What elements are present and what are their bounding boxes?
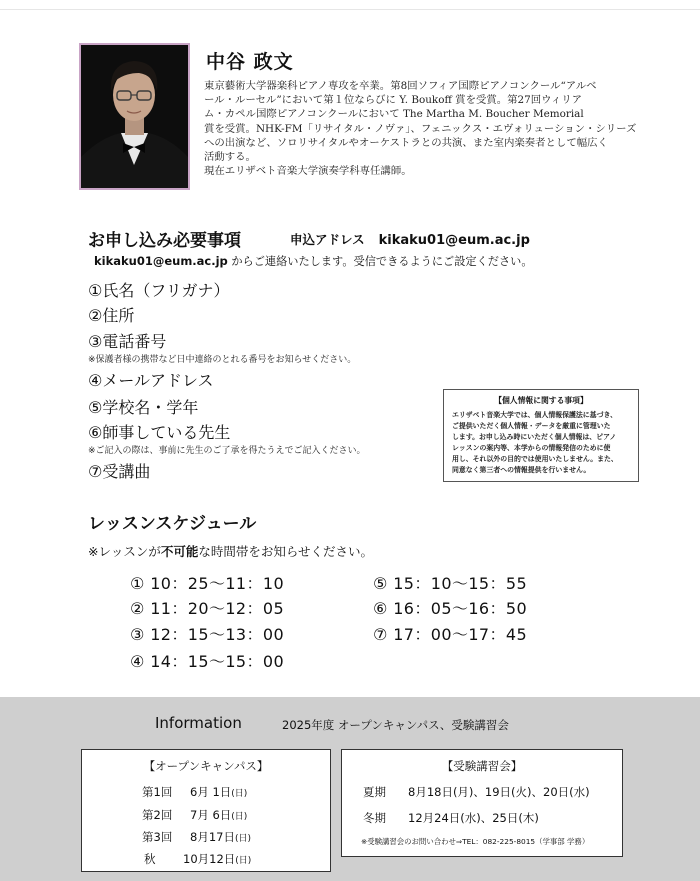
time-slot: ⑤ 15：10〜15：55 (373, 574, 528, 593)
weekday-text: (日) (235, 856, 252, 866)
round-label: 第2回 (142, 808, 173, 822)
bio-line: 活動する。 (204, 151, 256, 164)
bio-line: 東京藝術大学器楽科ピアノ専攻を卒業。第8回ソフィア国際ピアノコンクール“アルベ (204, 80, 597, 92)
open-campus-row (144, 851, 156, 867)
requirement-note: ※ご記入の際は、事前に先生のご了承を得たうえでご記入ください。 (88, 446, 366, 456)
privacy-line: します。お申し込み時にいただく個人情報は、ピアノ (452, 433, 617, 441)
privacy-notice-box (443, 389, 639, 482)
schedule-note-emphasis: 不可能 (160, 544, 199, 559)
winter-dates: 12月24日(水)、25日(木) (408, 811, 539, 825)
email-notice (94, 253, 533, 269)
round-label: 第3回 (142, 830, 173, 844)
privacy-line: エリザベト音楽大学では、個人情報保護法に基づき、 (452, 411, 617, 419)
round-label: 第1回 (142, 785, 173, 799)
requirement-item: ③電話番号 (88, 332, 167, 351)
seminar-box (341, 749, 623, 857)
bio-line: ール・ルーセル”において第１位ならびに Y. Boukoff 賞を受賞。第27回ウィリア (204, 94, 583, 107)
privacy-line: レッスンの案内等、本学からの情報発信のために使 (452, 444, 611, 452)
privacy-title: 【個人情報に関する事項】 (494, 396, 588, 405)
requirement-item: ⑦受講曲 (88, 462, 151, 481)
open-campus-date (190, 829, 251, 845)
weekday-text: (日) (231, 812, 248, 822)
schedule-note (88, 542, 373, 560)
bio-line: への出演など、ソロリサイタルやオーケストラとの共演、また室内楽奏者として幅広く (204, 136, 608, 149)
notice-text: からご連絡いたします。受信できるようにご設定ください。 (227, 255, 533, 268)
open-campus-row (142, 829, 172, 845)
instructor-name: 中谷 政文 (206, 51, 294, 73)
date-text: 10月12日 (183, 852, 236, 866)
weekday-text: (日) (234, 834, 251, 844)
open-campus-title: 【オープンキャンパス】 (143, 759, 269, 773)
bio-line: 現在エリザベト音楽大学演奏学科専任講師。 (204, 165, 412, 178)
schedule-note-pre: ※レッスンが (88, 544, 161, 559)
privacy-line: 用し、それ以外の目的では使用いたしません。また、 (452, 455, 618, 463)
requirement-item: ②住所 (88, 306, 135, 325)
date-text: 6月 1日 (190, 785, 232, 799)
portrait-image (81, 45, 188, 188)
open-campus-date (190, 807, 247, 823)
schedule-heading: レッスンスケジュール (88, 514, 257, 534)
requirement-item: ①氏名（フリガナ） (88, 281, 230, 300)
bio-line: ム・カペル国際ピアノコンクールにおいて The Martha M. Boucher Memorial (204, 108, 584, 121)
instructor-bio (204, 79, 640, 178)
round-label: 秋 (144, 852, 156, 866)
summer-label: 夏期 (363, 785, 386, 799)
requirement-note: ※保護者様の携帯など日中連絡のとれる番号をお知らせください。 (88, 355, 357, 365)
summer-dates: 8月18日(月)、19日(火)、20日(水) (408, 785, 590, 799)
application-heading: お申し込み必要事項 (88, 231, 241, 251)
open-campus-row (142, 807, 172, 823)
instructor-photo (79, 43, 190, 190)
seminar-contact: ※受験講習会のお問い合わせ⇒TEL：082-225-8015（学事部 学務） (361, 837, 590, 846)
time-slot: ② 11：20〜12：05 (130, 599, 285, 618)
open-campus-date (190, 784, 247, 800)
seminar-title: 【受験講習会】 (441, 759, 523, 773)
notice-email[interactable]: kikaku01@eum.ac.jp (94, 254, 228, 268)
application-email-link[interactable]: kikaku01@eum.ac.jp (378, 233, 530, 248)
information-subtitle: 2025年度 オープンキャンパス、受験講習会 (282, 718, 509, 732)
privacy-line: 同意なく第三者への情報提供を行いません。 (452, 466, 591, 474)
requirement-item: ⑤学校名・学年 (88, 398, 199, 417)
open-campus-box (81, 749, 331, 872)
bio-line: 賞を受賞。NHK-FM「リサイタル・ノヴァ」、フェニックス・エヴォリューション・シリーズ (204, 122, 637, 135)
time-slot: ③ 12：15〜13：00 (130, 625, 285, 644)
time-slot: ⑦ 17：00〜17：45 (373, 625, 528, 644)
time-slot: ④ 14：15〜15：00 (130, 652, 285, 671)
information-section (0, 697, 700, 881)
application-address (290, 230, 530, 248)
time-slot: ① 10：25〜11：10 (130, 574, 285, 593)
weekday-text: (日) (231, 789, 248, 799)
top-divider (0, 9, 700, 10)
requirement-item: ⑥師事している先生 (88, 423, 231, 442)
schedule-note-post: な時間帯をお知らせください。 (198, 544, 374, 559)
winter-label: 冬期 (363, 811, 386, 825)
privacy-line: ご提供いただく個人情報・データを厳重に管理いた (452, 422, 611, 430)
open-campus-row (142, 784, 172, 800)
time-slot: ⑥ 16：05〜16：50 (373, 599, 528, 618)
information-title: Information (155, 714, 242, 732)
address-label: 申込アドレス (290, 232, 365, 247)
requirement-item: ④メールアドレス (88, 371, 214, 390)
date-text: 7月 6日 (190, 808, 232, 822)
date-text: 8月17日 (190, 830, 235, 844)
open-campus-date (183, 851, 251, 867)
privacy-body (452, 410, 630, 476)
